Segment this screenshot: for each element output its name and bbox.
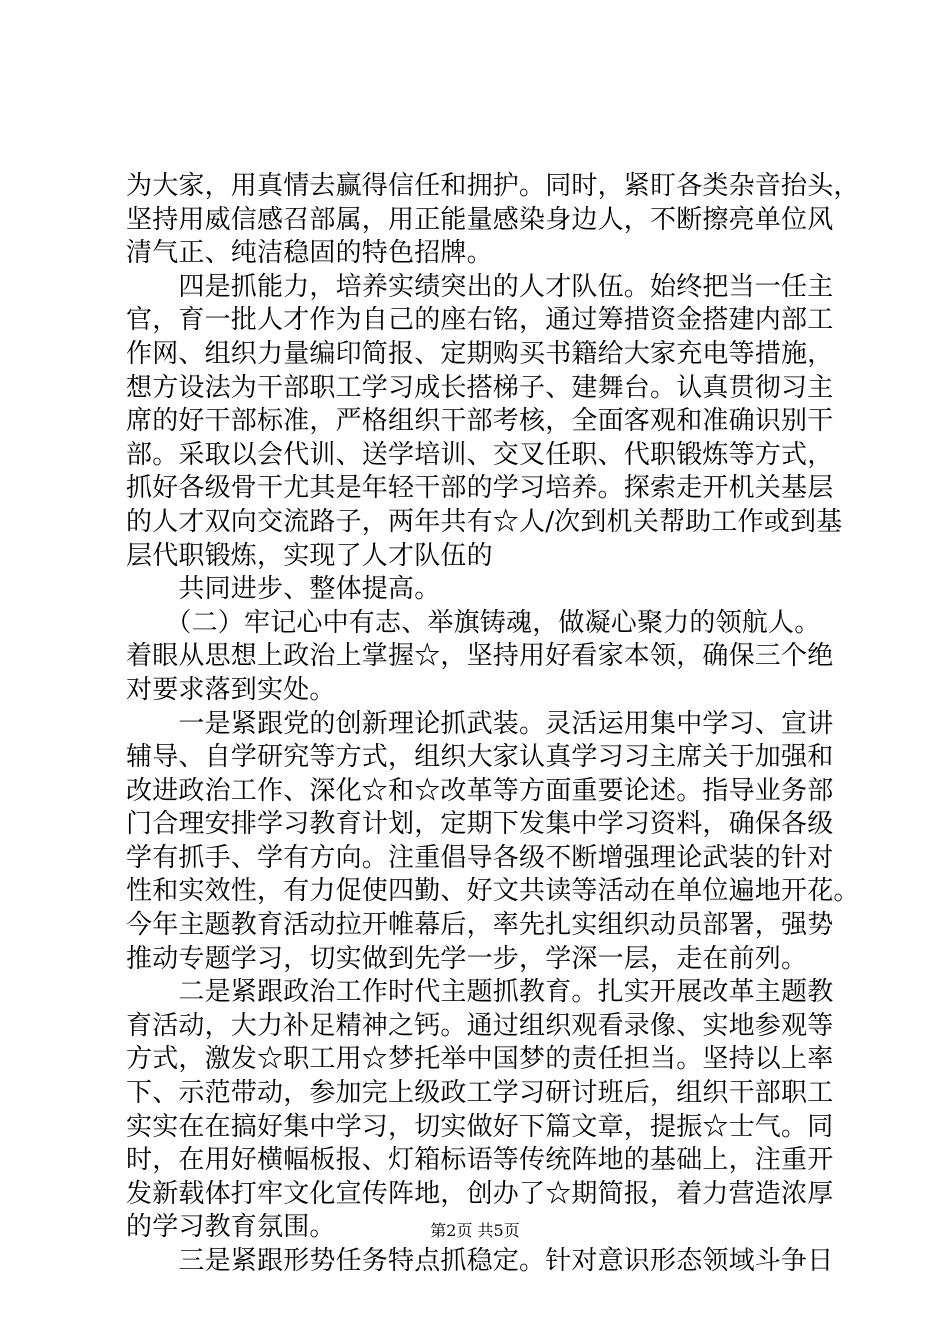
text-line: 席的好干部标准，严格组织干部考核，全面客观和准确识别干 (126, 406, 834, 437)
text-line: 官，育一批人才作为自己的座右铭，通过筹措资金搭建内部工 (126, 305, 834, 336)
text-line: 下、示范带动，参加完上级政工学习研讨班后，组织干部职工 (126, 1078, 834, 1109)
text-line: 坚持用威信感召部属，用正能量感染身边人，不断擦亮单位风 (126, 204, 834, 235)
text-line: 共同进步、整体提高。 (126, 574, 441, 605)
page-footer: 第2页 共5页 (430, 1221, 520, 1240)
document-body (126, 170, 860, 1279)
text-line: 一是紧跟党的创新理论抓武装。灵活运用集中学习、宣讲 (126, 708, 834, 739)
text-line: 育活动，大力补足精神之钙。通过组织观看录像、实地参观等 (126, 1010, 834, 1041)
text-line: 层代职锻炼，实现了人才队伍的 (126, 540, 493, 571)
text-line: 改进政治工作、深化☆和☆改革等方面重要论述。指导业务部 (126, 775, 834, 806)
text-line: 时，在用好横幅板报、灯箱标语等传统阵地的基础上，注重开 (126, 1145, 834, 1176)
text-line: （二）牢记心中有志、举旗铸魂，做凝心聚力的领航人。 (126, 607, 821, 638)
text-line: 作网、组织力量编印简报、定期购买书籍给大家充电等措施， (126, 338, 834, 369)
text-line: 实实在在搞好集中学习，切实做好下篇文章，提振☆士气。同 (126, 1111, 834, 1142)
text-line: 抓好各级骨干尤其是年轻干部的学习培养。探索走开机关基层 (126, 473, 834, 504)
text-line: 四是抓能力，培养实绩突出的人才队伍。始终把当一任主 (126, 271, 834, 302)
text-line: 部。采取以会代训、送学培训、交叉任职、代职锻炼等方式， (126, 439, 834, 470)
text-line: 的人才双向交流路子，两年共有☆人/次到机关帮助工作或到基 (126, 506, 843, 537)
text-line: 为大家，用真情去赢得信任和拥护。同时，紧盯各类杂音抬头， (126, 171, 860, 201)
text-line: 三是紧跟形势任务特点抓稳定。针对意识形态领域斗争日 (126, 1246, 834, 1276)
text-line: 发新载体打牢文化宣传阵地，创办了☆期简报，着力营造浓厚 (126, 1178, 834, 1209)
text-line: 清气正、纯洁稳固的特色招牌。 (126, 238, 493, 269)
text-line: 辅导、自学研究等方式，组织大家认真学习习主席关于加强和 (126, 742, 834, 773)
text-line: 二是紧跟政治工作时代主题抓教育。扎实开展改革主题教 (126, 977, 834, 1008)
text-line: 着眼从思想上政治上掌握☆，坚持用好看家本领，确保三个绝 (126, 641, 834, 672)
text-line: 的学习教育氛围。 (126, 1212, 336, 1243)
text-line: 推动专题学习，切实做到先学一步，学深一层，走在前列。 (126, 943, 808, 974)
text-line: 性和实效性，有力促使四勤、好文共读等活动在单位遍地开花。 (126, 876, 860, 907)
text-line: 今年主题教育活动拉开帷幕后，率先扎实组织动员部署，强势 (126, 910, 834, 941)
text-line: 方式，激发☆职工用☆梦托举中国梦的责任担当。坚持以上率 (126, 1044, 834, 1075)
text-line: 门合理安排学习教育计划，定期下发集中学习资料，确保各级 (126, 809, 834, 840)
text-line: 想方设法为干部职工学习成长搭梯子、建舞台。认真贯彻习主 (126, 372, 834, 403)
text-line: 对要求落到实处。 (126, 674, 336, 705)
text-line: 学有抓手、学有方向。注重倡导各级不断增强理论武装的针对 (126, 842, 834, 873)
